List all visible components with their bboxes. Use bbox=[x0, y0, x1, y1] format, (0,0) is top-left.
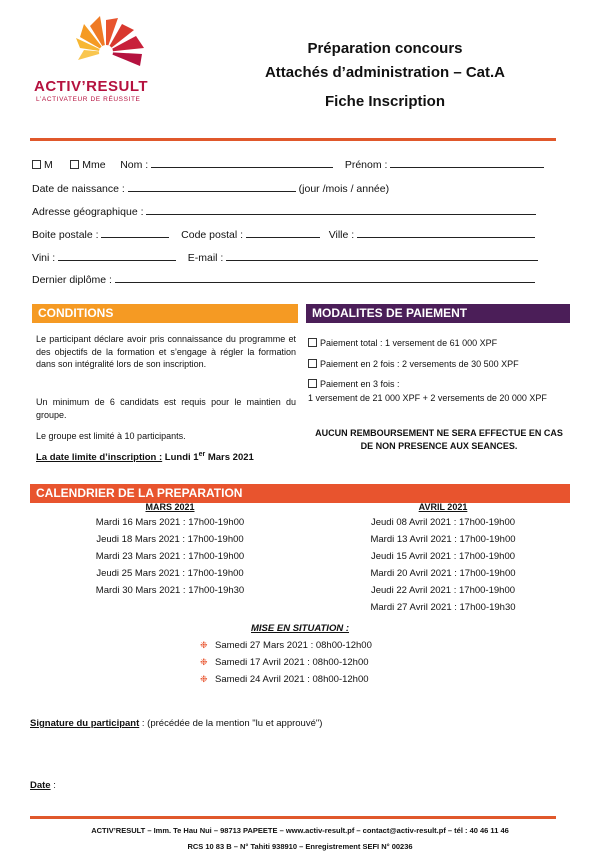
diplome-label: Dernier diplôme : bbox=[32, 274, 112, 286]
mme-label: Mme bbox=[82, 159, 106, 171]
title-line-1: Préparation concours bbox=[307, 40, 463, 57]
row-diplome bbox=[32, 272, 535, 286]
payment-option-1 bbox=[308, 337, 497, 350]
deadline-day: Lundi 1 bbox=[164, 452, 199, 464]
conditions-paragraph-3: Le groupe est limité à 10 participants. bbox=[36, 431, 186, 441]
row-contact bbox=[32, 250, 538, 264]
spiral-bullet-icon: ❉ bbox=[200, 657, 208, 667]
situation-date: Samedi 27 Mars 2021 : 08h00-12h00 bbox=[215, 640, 372, 651]
header-divider bbox=[30, 138, 556, 141]
refund-note: AUCUN REMBOURSEMENT NE SERA EFFECTUE EN CAS DE NON PRESENCE AUX SEANCES. bbox=[315, 428, 563, 451]
session-march: Mardi 30 Mars 2021 : 17h00-19h30 bbox=[95, 585, 245, 596]
row-dob bbox=[32, 181, 389, 195]
session-march: Mardi 23 Mars 2021 : 17h00-19h00 bbox=[95, 551, 245, 562]
footer-line-1: ACTIV’RESULT – Imm. Te Hau Nui – 98713 PAPEETE – www.activ-result.pf – contact@activ-result.pf – tél : 40 46 11 46 bbox=[91, 826, 509, 835]
april-title: AVRIL 2021 bbox=[418, 502, 468, 512]
spiral-bullet-icon: ❉ bbox=[200, 640, 208, 650]
date-suffix: : bbox=[50, 780, 56, 791]
situation-date: Samedi 24 Avril 2021 : 08h00-12h00 bbox=[215, 674, 369, 685]
session-april: Jeudi 15 Avril 2021 : 17h00-19h00 bbox=[370, 551, 516, 562]
bp-field[interactable] bbox=[101, 227, 169, 238]
checkbox-payment-2[interactable] bbox=[308, 359, 317, 368]
payment-heading: MODALITES DE PAIEMENT bbox=[306, 304, 570, 323]
spiral-bullet-icon: ❉ bbox=[200, 674, 208, 684]
row-postal bbox=[32, 227, 535, 241]
address-label: Adresse géographique : bbox=[32, 206, 144, 218]
diplome-field[interactable] bbox=[115, 272, 535, 283]
march-title: MARS 2021 bbox=[145, 502, 195, 512]
brand-tagline: L’ACTIVATEUR DE RÉUSSITE bbox=[36, 96, 141, 103]
session-march: Jeudi 25 Mars 2021 : 17h00-19h00 bbox=[96, 568, 244, 579]
brand-name: ACTIV’RESULT bbox=[34, 78, 149, 95]
cp-label: Code postal : bbox=[181, 229, 244, 241]
checkbox-m[interactable] bbox=[32, 160, 41, 169]
payment-option-3-detail: 1 versement de 21 000 XPF + 2 versements de 20 000 XPF bbox=[308, 393, 547, 403]
checkbox-payment-1[interactable] bbox=[308, 338, 317, 347]
nom-label: Nom : bbox=[120, 159, 149, 171]
email-label: E-mail : bbox=[187, 252, 224, 264]
address-field[interactable] bbox=[146, 204, 536, 215]
calendar-heading: CALENDRIER DE LA PREPARATION bbox=[30, 484, 570, 503]
situation-item bbox=[200, 654, 369, 671]
payment-option-2 bbox=[308, 358, 519, 371]
session-april: Mardi 27 Avril 2021 : 17h00-19h30 bbox=[370, 602, 516, 613]
session-april: Mardi 13 Avril 2021 : 17h00-19h00 bbox=[370, 534, 516, 545]
title-line-2: Attachés d’administration – Cat.A bbox=[264, 64, 506, 81]
session-april: Mardi 20 Avril 2021 : 17h00-19h00 bbox=[370, 568, 516, 579]
m-label: M bbox=[44, 159, 53, 171]
prenom-label: Prénom : bbox=[344, 159, 388, 171]
signature-block bbox=[30, 718, 322, 729]
ville-field[interactable] bbox=[357, 227, 535, 238]
checkbox-mme[interactable] bbox=[70, 160, 79, 169]
conditions-paragraph-2: Un minimum de 6 candidats est requis pour le maintien du groupe. bbox=[36, 397, 296, 420]
deadline bbox=[36, 449, 296, 465]
nom-field[interactable] bbox=[151, 157, 333, 168]
conditions-heading: CONDITIONS bbox=[32, 304, 298, 323]
payment-option-1-label: Paiement total : 1 versement de 61 000 XPF bbox=[320, 338, 498, 348]
payment-option-2-label: Paiement en 2 fois : 2 versements de 30 500 XPF bbox=[320, 359, 519, 369]
signature-label: Signature du participant bbox=[30, 718, 140, 729]
payment-option-3-label: Paiement en 3 fois : bbox=[320, 379, 400, 389]
signature-suffix: : (précédée de la mention "lu et approuvé") bbox=[139, 718, 323, 729]
session-march: Mardi 16 Mars 2021 : 17h00-19h00 bbox=[95, 517, 245, 528]
dob-label: Date de naissance : bbox=[32, 183, 125, 195]
conditions-paragraph-1: Le participant déclare avoir pris connaissance du programme et des objectifs de la formation et s’engage à régler la formation dans son intégralité lors de son inscription. bbox=[36, 334, 296, 369]
footer-divider bbox=[30, 816, 556, 819]
situation-title: MISE EN SITUATION : bbox=[251, 623, 349, 634]
situation-item bbox=[200, 671, 369, 688]
deadline-rest: Mars 2021 bbox=[205, 452, 254, 464]
cp-field[interactable] bbox=[246, 227, 320, 238]
session-april: Jeudi 22 Avril 2021 : 17h00-19h00 bbox=[370, 585, 516, 596]
page-title: Fiche Inscription bbox=[324, 93, 445, 110]
session-march: Jeudi 18 Mars 2021 : 17h00-19h00 bbox=[96, 534, 244, 545]
situation-item bbox=[200, 637, 372, 654]
footer-line-2: RCS 10 83 B – N° Tahiti 938910 – Enregistrement SEFI N° 00236 bbox=[187, 842, 413, 851]
email-field[interactable] bbox=[226, 250, 538, 261]
vini-field[interactable] bbox=[58, 250, 176, 261]
prenom-field[interactable] bbox=[390, 157, 544, 168]
payment-option-3 bbox=[308, 378, 400, 391]
date-block bbox=[30, 780, 56, 791]
march-column bbox=[60, 502, 280, 599]
checkbox-payment-3[interactable] bbox=[308, 379, 317, 388]
deadline-label: La date limite d’inscription : bbox=[36, 452, 163, 464]
date-label: Date bbox=[30, 780, 51, 791]
row-address bbox=[32, 204, 536, 218]
april-column bbox=[333, 502, 553, 616]
vini-label: Vini : bbox=[32, 252, 56, 264]
bp-label: Boite postale : bbox=[32, 229, 99, 241]
dob-field[interactable] bbox=[128, 181, 296, 192]
ville-label: Ville : bbox=[328, 229, 355, 241]
row-identity bbox=[32, 157, 544, 171]
session-april: Jeudi 08 Avril 2021 : 17h00-19h00 bbox=[370, 517, 516, 528]
deadline-sup: er bbox=[198, 451, 206, 458]
dob-hint: (jour /mois / année) bbox=[298, 183, 390, 195]
situation-date: Samedi 17 Avril 2021 : 08h00-12h00 bbox=[215, 657, 369, 668]
